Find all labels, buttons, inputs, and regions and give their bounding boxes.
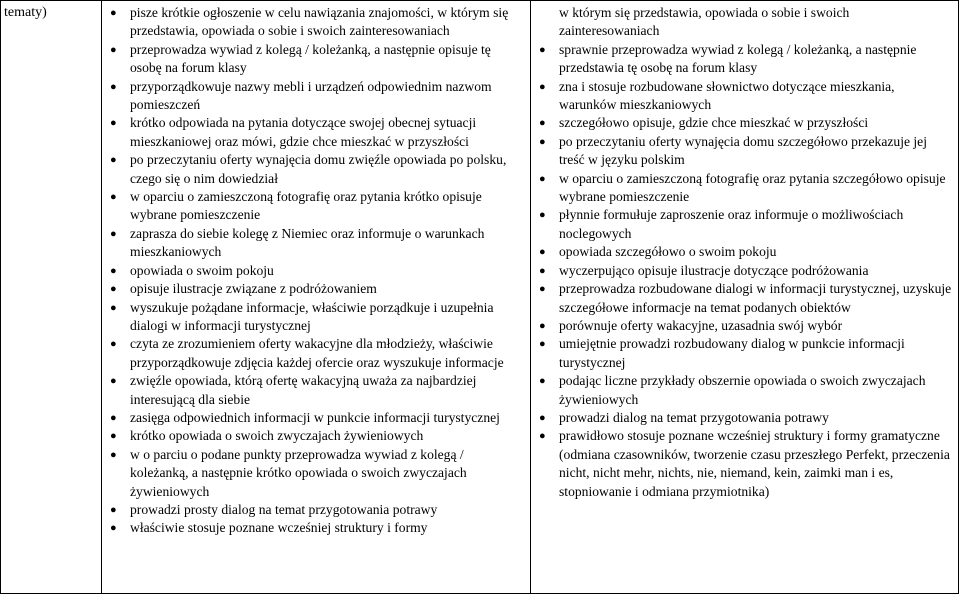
bullet-icon: ● — [539, 264, 546, 277]
list-item — [108, 188, 522, 225]
list-item-text: przeprowadza wywiad z kolegą / koleżanką, a następnie opisuje tę osobę na forum klasy — [130, 41, 491, 76]
bullet-icon: ● — [539, 246, 546, 259]
bullet-icon: ● — [110, 80, 117, 93]
list-item-text: w o parciu o podane punkty przeprowadza wywiad z kolegą / koleżanką, a następnie krótko opowiada o swoich zwyczajach żywieniowych — [130, 446, 467, 499]
list-item — [108, 262, 522, 280]
list-item-text: właściwie stosuje poznane wcześniej struktury i formy — [130, 520, 428, 536]
list-item-text: opowiada o swoim pokoju — [130, 262, 274, 278]
list-item-text: przeprowadza rozbudowane dialogi w informacji turystycznej, uzyskuje szczegółowe informacje na temat podanych obiektów — [559, 281, 952, 315]
list-item-text: krótko odpowiada na pytania dotyczące swojej obecnej sytuacji mieszkaniowej oraz mówi, gdzie chce mieszkać w przyszłości — [130, 115, 477, 149]
list-item-text: prowadzi prosty dialog na temat przygotowania potrawy — [130, 501, 438, 517]
bullet-icon: ● — [110, 117, 117, 130]
list-item-text: płynnie formułuje zaproszenie oraz informuje o możliwościach noclegowych — [559, 207, 904, 241]
list-item — [108, 446, 522, 501]
bullet-icon: ● — [539, 430, 546, 443]
bullet-icon: ● — [110, 154, 117, 167]
bullet-icon: ● — [110, 191, 117, 204]
list-item-text: wyczerpująco opisuje ilustracje dotyczące podróżowania — [559, 262, 869, 278]
list-item-text: prawidłowo stosuje poznane wcześniej struktury i formy gramatyczne (odmiana czasowników, tworzenie czasu przeszłego Perfekt, przeczenia nicht, nicht mehr, nichts, nie, niemand, kein, zaimki man i es, stopniowanie i odmiana przymiotnika) — [559, 428, 950, 499]
list-item — [108, 519, 522, 537]
list-item — [108, 501, 522, 519]
bullet-icon: ● — [110, 43, 117, 56]
column-middle — [108, 4, 522, 538]
bullet-icon: ● — [539, 117, 546, 130]
column-right — [537, 4, 953, 501]
bullet-icon: ● — [110, 7, 117, 19]
list-item-text: podając liczne przykłady obszernie opowiada o swoich zwyczajach żywieniowych — [559, 373, 926, 407]
list-item — [537, 335, 953, 372]
bullet-icon: ● — [539, 283, 546, 296]
continued-text: w którym się przedstawia, opowiada o sobie i swoich zainteresowaniach — [559, 5, 850, 39]
bullet-icon: ● — [539, 338, 546, 351]
list-item — [108, 427, 522, 445]
list-item — [537, 262, 953, 280]
table-top-border — [0, 0, 959, 1]
list-item — [537, 427, 953, 501]
bullet-icon: ● — [110, 411, 117, 424]
list-item — [537, 372, 953, 409]
bullet-icon: ● — [110, 301, 117, 314]
bullet-icon: ● — [110, 338, 117, 351]
list-item — [108, 280, 522, 298]
list-item-text: po przeczytaniu oferty wynajęcia domu zwięźle opowiada po polsku, czego się o nim dowiedział — [130, 152, 507, 186]
list-item-text: pisze krótkie ogłoszenie w celu nawiązania znajomości, w którym się przedstawia, opowiada o sobie i swoich zainteresowaniach — [130, 5, 509, 39]
bullet-icon: ● — [110, 264, 117, 277]
bullet-icon: ● — [539, 375, 546, 388]
bullet-icon: ● — [539, 172, 546, 185]
bullet-icon: ● — [110, 448, 117, 461]
bullet-icon: ● — [539, 43, 546, 56]
list-item — [108, 151, 522, 188]
list-item-text: sprawnie przeprowadza wywiad z kolegą / koleżanką, a następnie przedstawia tę osobę na forum klasy — [559, 41, 917, 76]
list-right — [537, 41, 953, 501]
list-item — [537, 170, 953, 207]
list-item-text: czyta ze zrozumieniem oferty wakacyjne dla młodzieży, właściwie przyporządkowuje zdjęcia każdej ofercie oraz wyszukuje informacje — [130, 336, 504, 370]
list-item — [537, 317, 953, 335]
list-item-text: szczegółowo opisuje, gdzie chce mieszkać w przyszłości — [559, 115, 869, 131]
list-item — [537, 114, 953, 132]
list-item-text: porównuje oferty wakacyjne, uzasadnia swój wybór — [559, 317, 843, 333]
list-item — [537, 41, 953, 78]
bullet-icon: ● — [110, 430, 117, 443]
list-item — [108, 114, 522, 151]
list-item — [108, 372, 522, 409]
list-item-text: wyszukuje pożądane informacje, właściwie porządkuje i uzupełnia dialogi w informacji turystycznej — [130, 299, 494, 333]
list-item-text: umiejętnie prowadzi rozbudowany dialog w punkcie informacji turystycznej — [559, 336, 905, 370]
table-left-border — [0, 0, 1, 594]
column-divider-1 — [101, 0, 102, 594]
bullet-icon: ● — [110, 503, 117, 516]
bullet-icon: ● — [539, 135, 546, 148]
list-item-text: opowiada szczegółowo o swoim pokoju — [559, 244, 777, 260]
list-item-text: opisuje ilustracje związane z podróżowaniem — [130, 281, 377, 297]
bullet-icon: ● — [539, 319, 546, 332]
bullet-icon: ● — [110, 283, 117, 296]
list-item — [537, 409, 953, 427]
list-item-text: zaprasza do siebie kolegę z Niemiec oraz informuje o warunkach mieszkaniowych — [130, 225, 485, 260]
list-item — [537, 133, 953, 170]
bullet-icon: ● — [110, 375, 117, 388]
list-item — [108, 335, 522, 372]
list-item-text: zwięźle opowiada, którą ofertę wakacyjną uważa za najbardziej interesującą dla siebie — [130, 373, 477, 407]
column-divider-2 — [530, 0, 531, 594]
list-item — [537, 206, 953, 243]
list-middle — [108, 4, 522, 538]
list-item-text: zasięga odpowiednich informacji w punkcie informacji turystycznej — [130, 409, 500, 425]
list-item-text: w oparciu o zamieszczoną fotografię oraz pytania krótko opisuje wybrane pomieszczenie — [130, 189, 482, 223]
list-item — [108, 409, 522, 427]
bullet-icon: ● — [110, 522, 117, 535]
list-item-text: w oparciu o zamieszczoną fotografię oraz pytania szczegółowo opisuje wybrane pomieszczenie — [559, 170, 946, 205]
bullet-icon: ● — [539, 411, 546, 424]
row-label: tematy) — [4, 5, 47, 20]
list-item — [108, 41, 522, 78]
list-item-text: po przeczytaniu oferty wynajęcia domu szczegółowo przekazuje jej treść w języku polskim — [559, 133, 927, 168]
list-item — [537, 78, 953, 115]
list-item-text: zna i stosuje rozbudowane słownictwo dotyczące mieszkania, warunków mieszkaniowych — [559, 78, 895, 113]
list-item — [537, 243, 953, 261]
list-item — [537, 280, 953, 317]
list-item — [108, 225, 522, 262]
list-item-text: krótko opowiada o swoich zwyczajach żywieniowych — [130, 428, 424, 444]
list-item-text: prowadzi dialog na temat przygotowania potrawy — [559, 409, 829, 425]
list-item-text: przyporządkowuje nazwy mebli i urządzeń odpowiednim nazwom pomieszczeń — [130, 78, 492, 113]
list-item — [108, 4, 522, 41]
bullet-icon: ● — [110, 227, 117, 240]
bullet-icon: ● — [539, 80, 546, 93]
list-item — [108, 78, 522, 115]
list-item — [108, 299, 522, 336]
bullet-icon: ● — [539, 209, 546, 222]
